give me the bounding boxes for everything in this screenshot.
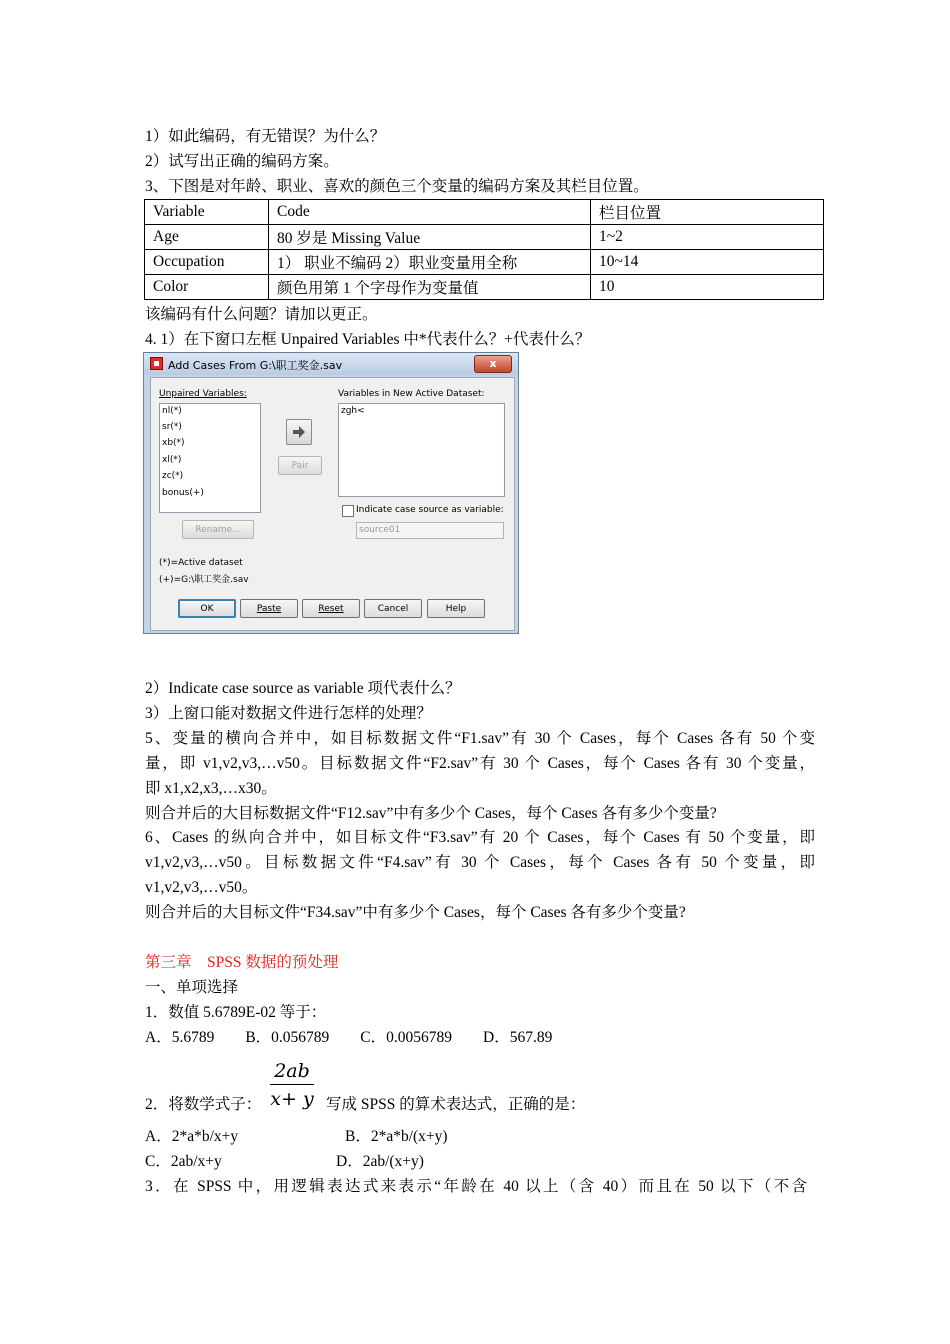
- question-4: 4. 1）在下窗口左框 Unpaired Variables 中*代表什么？+代表什么？: [145, 331, 591, 348]
- table-cell: Age: [145, 225, 269, 250]
- mc-question-2-tail: 写成 SPSS 的算术表达式，正确的是：: [326, 1096, 586, 1113]
- added-file-legend: (+)=G:\职工奖金.sav: [159, 575, 249, 585]
- chapter-heading: 第三章 SPSS 数据的预处理: [145, 954, 339, 971]
- table-row: [145, 250, 824, 275]
- source-variable-input[interactable]: source01: [356, 522, 504, 539]
- table-question: 该编码有什么问题？请加以更正。: [145, 306, 378, 323]
- question-5-line: 即 x1,x2,x3,…x30。: [145, 780, 277, 797]
- fraction-bar: [270, 1084, 314, 1085]
- table-cell: Variable: [145, 200, 269, 225]
- table-cell: Color: [145, 275, 269, 300]
- pair-button[interactable]: Pair: [278, 456, 322, 475]
- active-dataset-legend: (*)=Active dataset: [159, 558, 243, 568]
- mc2-option-d: D．2ab/(x+y): [336, 1153, 424, 1170]
- dialog-body: [150, 377, 515, 631]
- question-6-line: 则合并后的大目标文件“F34.sav”中有多少个 Cases，每个 Cases 各有多少个变量?: [145, 904, 686, 921]
- indicate-source-checkbox[interactable]: [342, 505, 354, 517]
- table-cell: 10~14: [591, 250, 824, 275]
- help-button[interactable]: Help: [427, 599, 485, 618]
- table-cell: 栏目位置: [591, 200, 824, 225]
- mc-question-1: 1．数值 5.6789E-02 等于：: [145, 1004, 327, 1021]
- mc-question-2: 2．将数学式子：: [145, 1096, 262, 1113]
- mc-question-3: 3．在 SPSS 中，用逻辑表达式来表示“年龄在 40 以上（含 40）而且在 50 以下（不含: [145, 1178, 807, 1195]
- arrow-right-icon: [287, 420, 311, 444]
- question-4-3: 3）上窗口能对数据文件进行怎样的处理？: [145, 705, 432, 722]
- question-6-line: v1,v2,v3,…v50。目标数据文件“F4.sav”有 30 个 Cases，每个 Cases 各有 50 个变量，即: [145, 854, 815, 871]
- close-button[interactable]: x: [474, 355, 512, 373]
- unpaired-variables-list[interactable]: [159, 403, 261, 513]
- question-6-line: 6、Cases 的纵向合并中，如目标文件“F3.sav”有 20 个 Cases，每个 Cases 有 50 个变量，即: [145, 829, 815, 846]
- move-right-button[interactable]: [286, 419, 312, 445]
- question-5-line: 量，即 v1,v2,v3,…v50。目标数据文件“F2.sav”有 30 个 Cases，每个 Cases 各有 30 个变量，: [145, 755, 815, 772]
- spss-app-icon: [150, 357, 163, 370]
- list-item[interactable]: zgh<: [341, 406, 365, 416]
- list-item[interactable]: bonus(+): [162, 488, 204, 498]
- table-row: [145, 225, 824, 250]
- reset-button[interactable]: Reset: [302, 599, 360, 618]
- dialog-title: Add Cases From G:\职工奖金.sav: [168, 359, 343, 372]
- list-item[interactable]: zc(*): [162, 471, 184, 481]
- table-cell: 颜色用第 1 个字母作为变量值: [269, 275, 591, 300]
- question-4-2: 2）Indicate case source as variable 项代表什么？: [145, 680, 461, 697]
- section-heading: 一、单项选择: [145, 979, 239, 996]
- cancel-button[interactable]: Cancel: [364, 599, 422, 618]
- table-cell: 1） 职业不编码 2）职业变量用全称: [269, 250, 591, 275]
- table-cell: 1~2: [591, 225, 824, 250]
- question-5-line: 5、变量的横向合并中，如目标数据文件“F1.sav”有 30 个 Cases，每个 Cases 各有 50 个变: [145, 730, 815, 747]
- dialog-titlebar: [144, 353, 518, 375]
- question-3: 3、下图是对年龄、职业、喜欢的颜色三个变量的编码方案及其栏目位置。: [145, 178, 649, 195]
- fraction-denominator: x+ y: [270, 1088, 314, 1110]
- new-dataset-label: Variables in New Active Dataset:: [338, 389, 485, 399]
- add-cases-dialog: [143, 352, 519, 634]
- table-row: [145, 275, 824, 300]
- coding-table: [144, 199, 824, 300]
- mc-question-1-options: A．5.6789 B．0.056789 C．0.0056789 D．567.89: [145, 1029, 553, 1046]
- table-cell: 10: [591, 275, 824, 300]
- rename-button[interactable]: Rename...: [182, 520, 254, 539]
- question-2: 2）试写出正确的编码方案。: [145, 153, 339, 170]
- table-cell: Occupation: [145, 250, 269, 275]
- new-dataset-variables-list[interactable]: [338, 403, 505, 497]
- table-cell: 80 岁是 Missing Value: [269, 225, 591, 250]
- indicate-source-label: Indicate case source as variable:: [356, 505, 504, 515]
- list-item[interactable]: xl(*): [162, 455, 182, 465]
- fraction-numerator: 2ab: [274, 1060, 310, 1082]
- ok-button[interactable]: OK: [178, 599, 236, 618]
- mc2-option-a: A．2*a*b/x+y: [145, 1128, 239, 1145]
- table-cell: Code: [269, 200, 591, 225]
- table-header-row: [145, 200, 824, 225]
- mc2-option-b: B．2*a*b/(x+y): [345, 1128, 448, 1145]
- question-6-line: v1,v2,v3,…v50。: [145, 879, 258, 896]
- question-5-line: 则合并后的大目标数据文件“F12.sav”中有多少个 Cases，每个 Cases 各有多少个变量?: [145, 805, 717, 822]
- list-item[interactable]: sr(*): [162, 422, 182, 432]
- list-item[interactable]: nl(*): [162, 406, 182, 416]
- list-item[interactable]: xb(*): [162, 438, 185, 448]
- unpaired-variables-label: Unpaired Variables:: [159, 389, 247, 399]
- question-1: 1）如此编码，有无错误？为什么？: [145, 128, 386, 145]
- mc2-option-c: C．2ab/x+y: [145, 1153, 222, 1170]
- paste-button[interactable]: Paste: [240, 599, 298, 618]
